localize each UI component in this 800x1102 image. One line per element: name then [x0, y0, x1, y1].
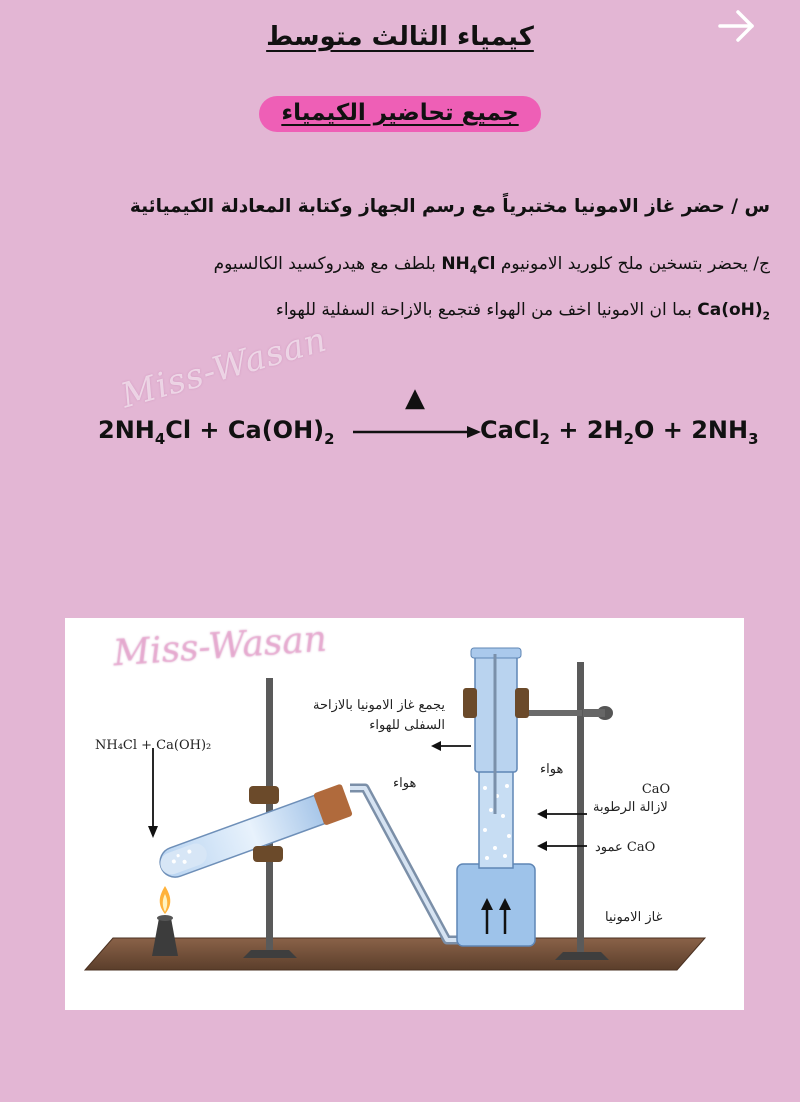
cao-column-label: CaO عمود [595, 840, 656, 855]
watermark: Miss-Wasan [116, 319, 332, 417]
equation-reactants: $2NH_4Cl + Ca(OH)_2$ [98, 416, 335, 448]
stand-foot-left [243, 950, 297, 958]
formula-calcium-hydroxide: $Ca(oH)_2$ [697, 300, 770, 323]
drying-column [457, 864, 535, 946]
burner [152, 918, 178, 956]
collect-label: يجمع غاز الامونيا بالازاحة السفلى للهواء [313, 698, 445, 733]
page-title: كيمياء الثالث متوسط [266, 22, 534, 52]
answer-text-1a: ج/ يحضر بتسخين ملح كلوريد الامونيوم [500, 254, 770, 274]
answer-line-1 [30, 254, 770, 276]
answer-line-2 [30, 300, 770, 322]
jar-clamp-right [515, 688, 529, 718]
stand-rod-right [577, 662, 584, 958]
figure-watermark: Miss-Wasan [111, 618, 329, 675]
section-subtitle: جميع تحاضير الكيمياء [259, 96, 540, 132]
cao-purpose-label: لازالة الرطوبة [593, 800, 668, 815]
air-label-right: هواء [540, 762, 564, 777]
stand-clamp-arm [520, 710, 582, 716]
base-board [85, 938, 705, 970]
clamp-upper [249, 786, 279, 804]
answer-text-2: بما ان الامونيا اخف من الهواء فتجمع بالازاحة السفلية للهواء [275, 300, 692, 320]
formula-ammonium-chloride: $NH_4Cl$ [441, 254, 496, 277]
clamp-lower [253, 846, 283, 862]
answer-text-1b: بلطف مع هيدروكسيد الكالسيوم [213, 254, 436, 274]
heat-symbol: ▲ [405, 384, 425, 413]
apparatus-figure [65, 618, 744, 1010]
reaction-arrow-icon [353, 384, 483, 444]
cao-label: CaO [641, 782, 671, 797]
reactants-label: NH₄Cl + Ca(OH)₂ [95, 738, 212, 753]
air-label-left: هواء [393, 776, 417, 791]
stand-foot-right [555, 952, 609, 960]
equation-products: CaCl$_2$ + $2H_2O + 2NH_3$ [480, 416, 759, 448]
question-text: س / حضر غاز الامونيا مختبرياً مع رسم الجهاز وكتابة المعادلة الكيميائية [129, 196, 770, 217]
jar-clamp-left [463, 688, 477, 718]
ammonia-gas-label: غاز الامونيا [605, 910, 663, 925]
